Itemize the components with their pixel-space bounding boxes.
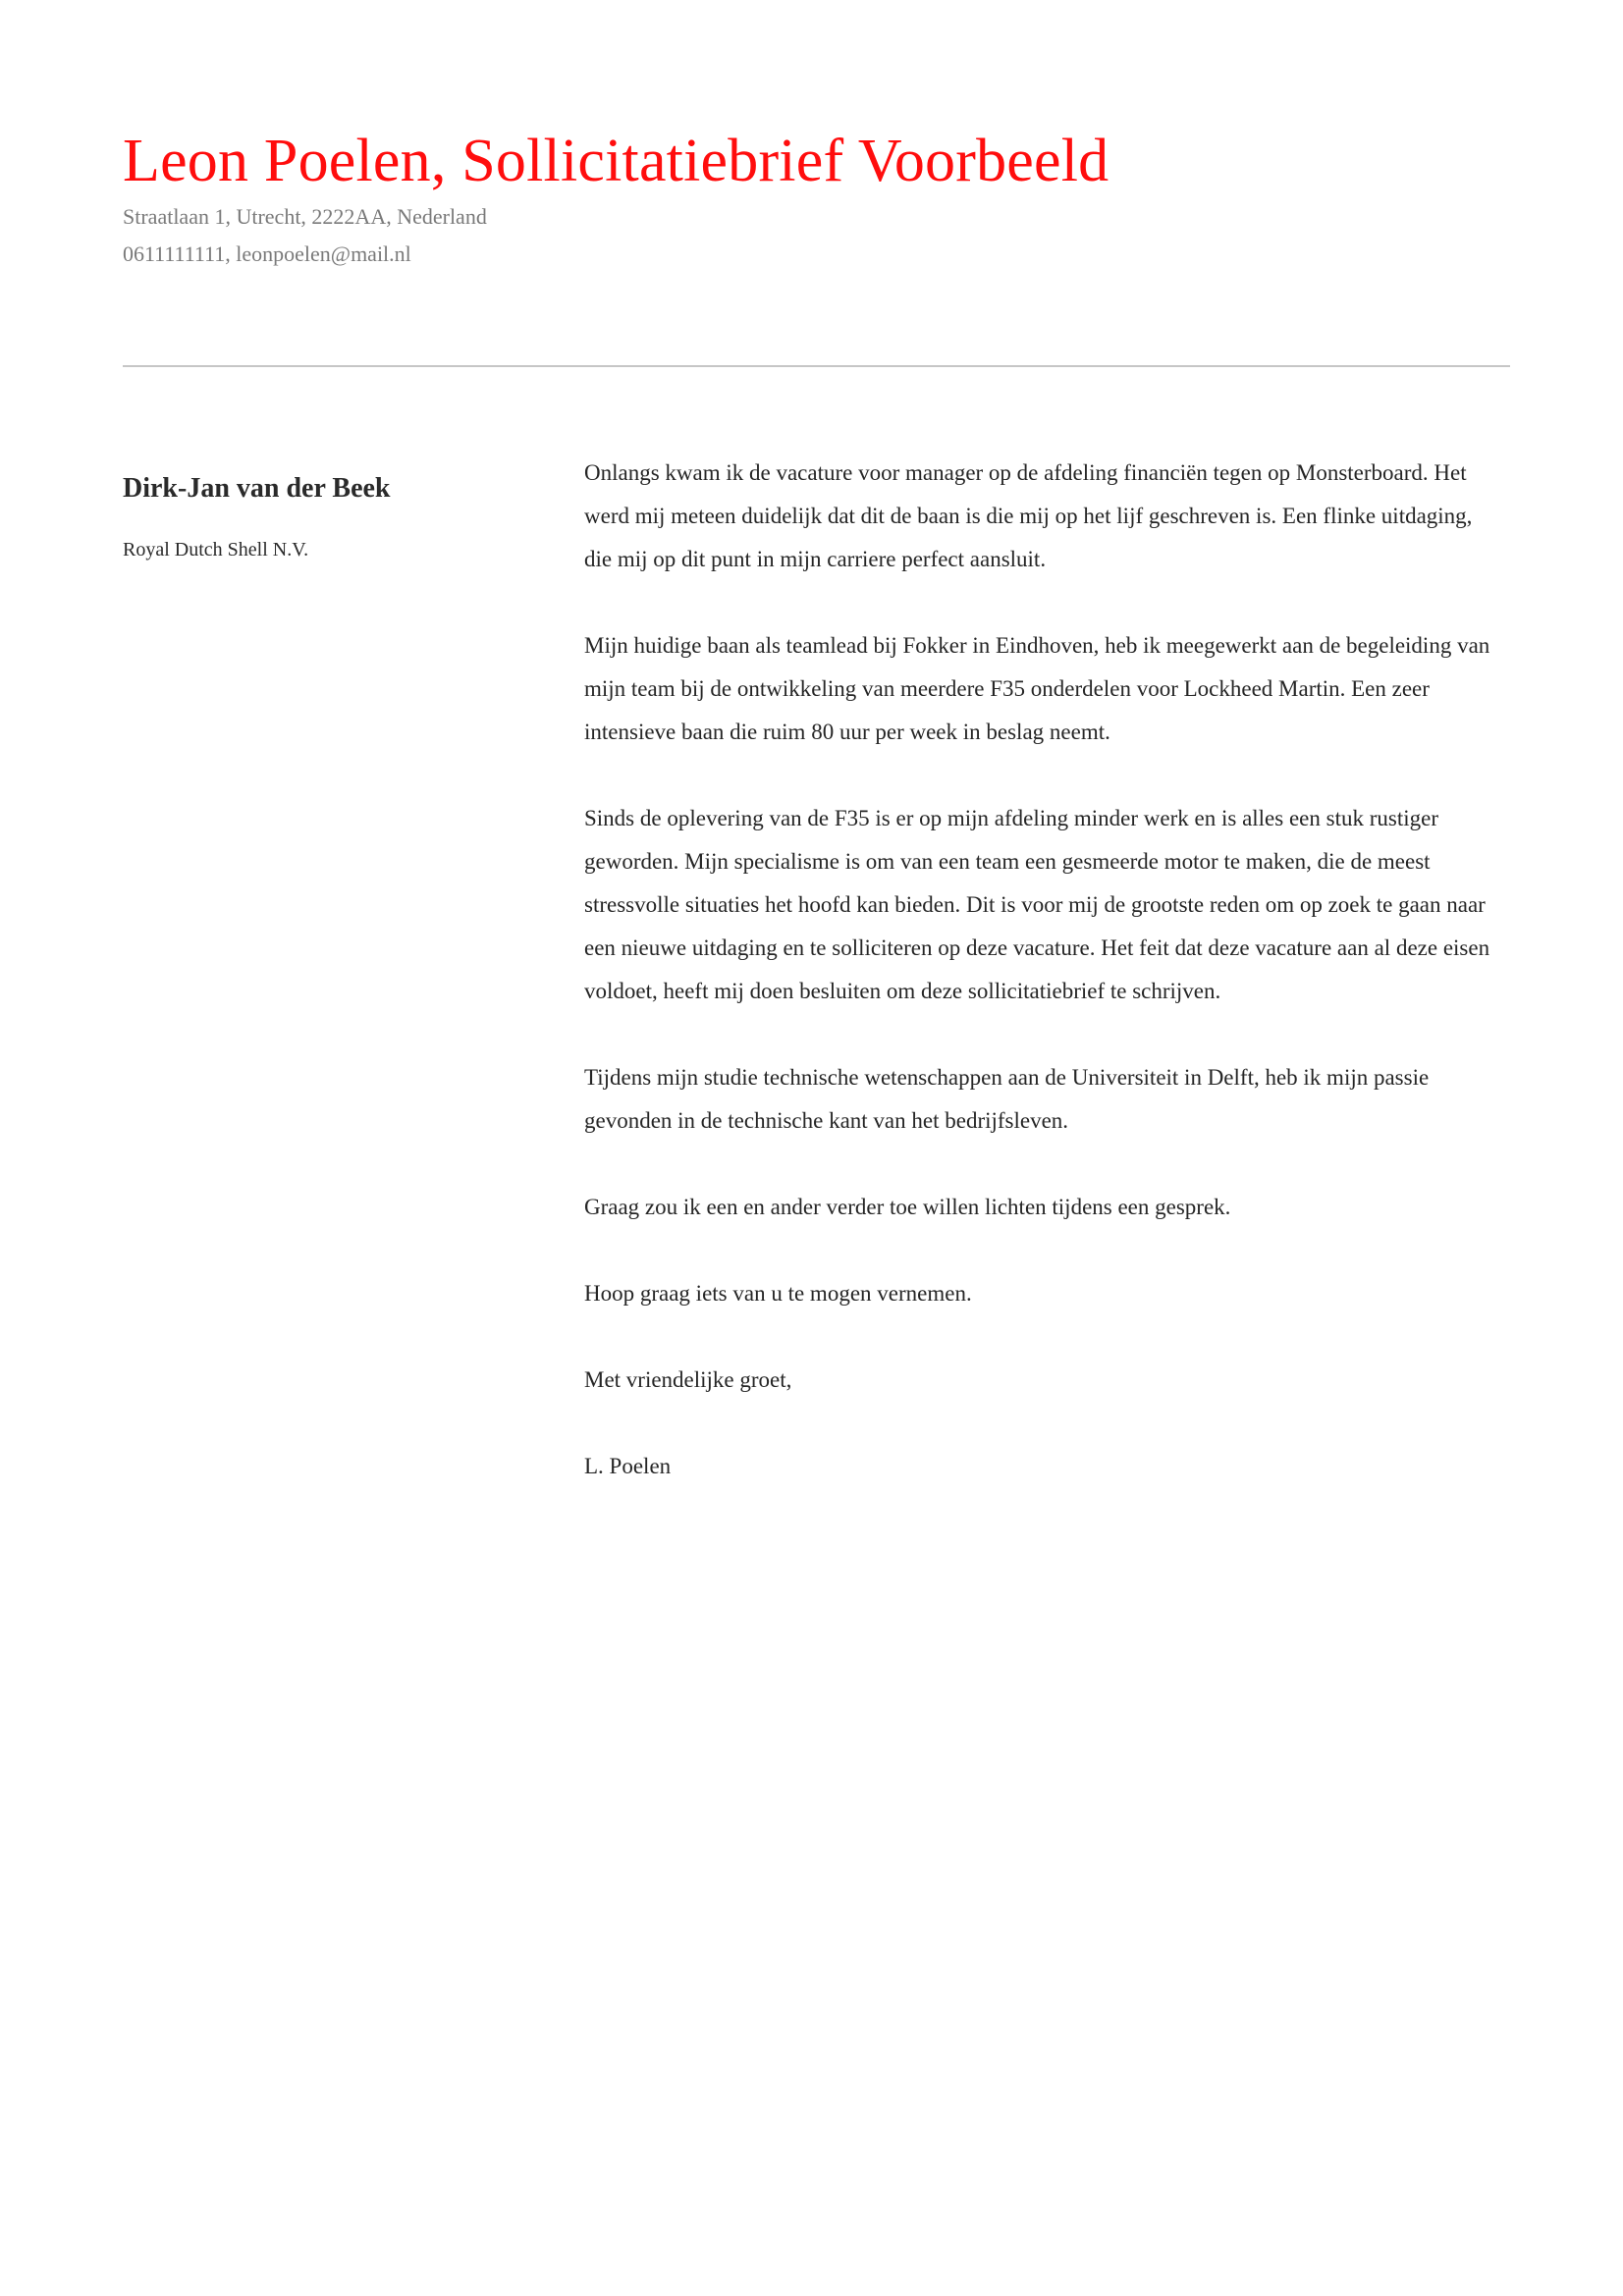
paragraph-closing: Hoop graag iets van u te mogen vernemen.: [584, 1281, 972, 1306]
sender-contact-block: [123, 198, 1109, 273]
paragraph-interview-request: Graag zou ik een en ander verder toe willen lichten tijdens een gesprek.: [584, 1195, 1231, 1219]
letter-body: [584, 452, 1502, 1531]
recipient-company: Royal Dutch Shell N.V.: [123, 539, 309, 561]
salutation: Met vriendelijke groet,: [584, 1367, 792, 1392]
signature: L. Poelen: [584, 1454, 672, 1478]
paragraph-education: Tijdens mijn studie technische wetenschappen aan de Universiteit in Delft, heb ik mijn passie gevonden in de technische kant van het bedrijfsleven.: [584, 1065, 1430, 1133]
recipient-name: Dirk-Jan van der Beek: [123, 473, 391, 504]
recipient-block: [123, 471, 535, 563]
sender-address: Straatlaan 1, Utrecht, 2222AA, Nederland: [123, 204, 487, 229]
paragraph-motivation: Sinds de oplevering van de F35 is er op mijn afdeling minder werk en is alles een stuk rustiger geworden. Mijn specialisme is om van een team een gesmeerde motor te maken, die de meest stressvolle situaties het hoofd kan bieden. Dit is voor mij de grootste reden om op zoek te gaan naar een nieuwe uitdaging en te solliciteren op deze vacature. Het feit dat deze vacature aan al deze eisen voldoet, heeft mij doen besluiten om deze sollicitatiebrief te schrijven.: [584, 806, 1490, 1003]
paragraph-intro: Onlangs kwam ik de vacature voor manager op de afdeling financiën tegen op Monsterboard. Het werd mij meteen duidelijk dat dit de baan is die mij op het lijf geschreven is. Een flinke uitdaging, die mij op dit punt in mijn carriere perfect aansluit.: [584, 460, 1473, 571]
letter-header: [123, 126, 1109, 273]
paragraph-current-job: Mijn huidige baan als teamlead bij Fokker in Eindhoven, heb ik meegewerkt aan de begeleiding van mijn team bij de ontwikkeling van meerdere F35 onderdelen voor Lockheed Martin. Een zeer intensieve baan die ruim 80 uur per week in beslag neemt.: [584, 633, 1490, 744]
page-title: Leon Poelen, Sollicitatiebrief Voorbeeld: [123, 128, 1109, 194]
header-divider: [123, 365, 1510, 367]
sender-phone-email: 0611111111, leonpoelen@mail.nl: [123, 241, 411, 266]
